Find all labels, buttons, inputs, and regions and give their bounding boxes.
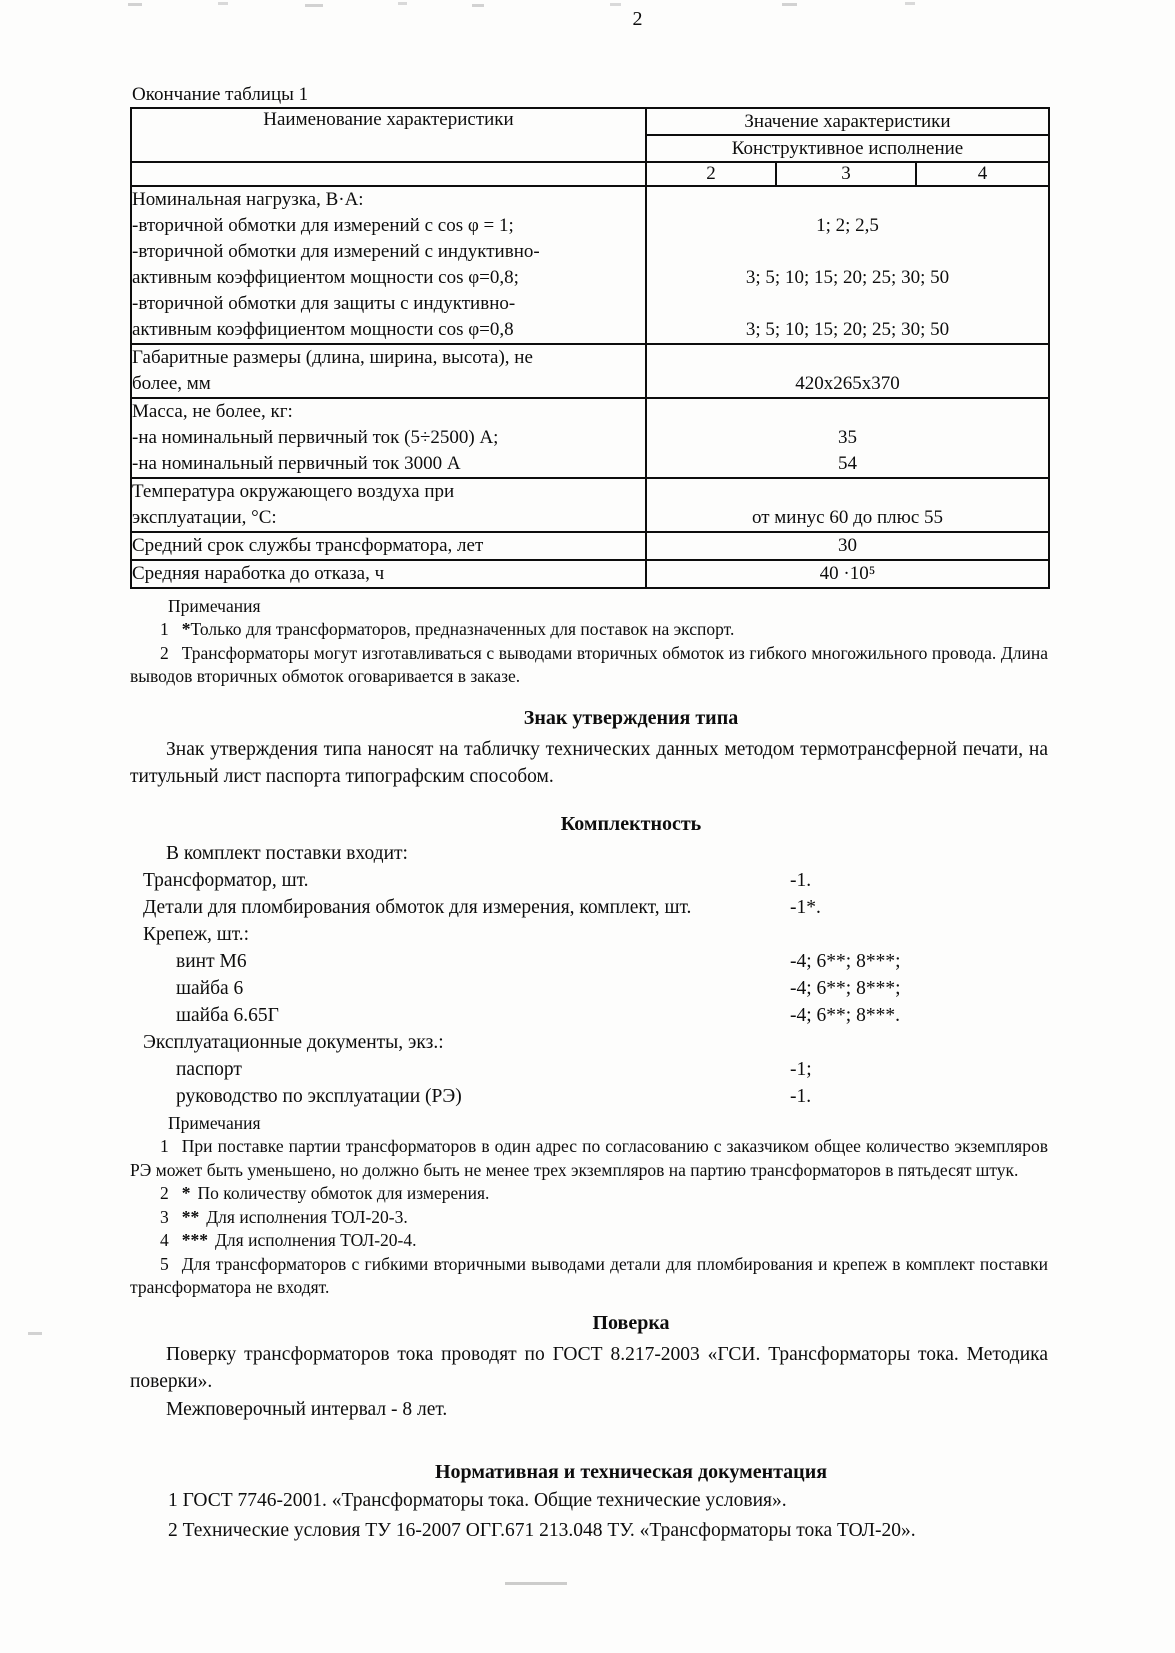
note-text: Для трансформаторов с гибкими вторичными выводами детали для пломбирования и крепеж в комплект поставки трансформатора не входят. xyxy=(130,1253,1048,1297)
completeness-notes-title: Примечания xyxy=(168,1113,261,1133)
note-text: При поставке партии трансформаторов в один адрес по согласованию с заказчиком общее количество экземпляров РЭ может быть уменьшено, но должно быть не менее трех экземпляров на партию трансформаторов в пятьдесят штук. xyxy=(130,1136,1048,1180)
table-cell-value xyxy=(646,398,1049,478)
table-cell-line xyxy=(647,399,1048,425)
table-cell-value xyxy=(646,560,1049,588)
header-col-3: 3 xyxy=(776,162,916,186)
table-cell-line: -на номинальный первичный ток (5÷2500) А; xyxy=(132,427,499,448)
item-label: Крепеж, шт.: xyxy=(143,924,250,945)
note-number: 5 xyxy=(160,1253,169,1274)
table-notes-title: Примечания xyxy=(168,596,261,616)
note-number: 1 xyxy=(160,619,169,639)
table-cell-line: -на номинальный первичный ток 3000 А xyxy=(132,453,461,474)
table-row xyxy=(131,532,1049,560)
characteristics-table xyxy=(130,107,1050,589)
table-cell-line: 35 xyxy=(838,427,857,448)
verification-paragraph: Поверку трансформаторов тока проводят по ГОСТ 8.217-2003 «ГСИ. Трансформаторы тока. Методика поверки». xyxy=(130,1343,1048,1392)
table-cell-line: 3; 5; 10; 15; 20; 25; 30; 50 xyxy=(745,267,950,288)
note-text: Для исполнения ТОЛ-20-4. xyxy=(215,1230,417,1250)
table-cell-line: от минус 60 до плюс 55 xyxy=(751,507,944,528)
table-cell-name xyxy=(131,560,646,588)
table-row xyxy=(131,344,1049,398)
table-cell-line: Масса, не более, кг: xyxy=(132,401,293,422)
completeness-item xyxy=(130,1002,1048,1029)
item-value: -4; 6**; 8***; xyxy=(790,978,901,999)
note-number: 2 xyxy=(160,642,169,663)
item-value: -4; 6**; 8***. xyxy=(790,1005,900,1026)
table-cell-line xyxy=(647,345,1048,371)
header-value-cell: Значение характеристики xyxy=(646,108,1049,135)
header-empty-cell xyxy=(131,162,646,186)
table-cell-line xyxy=(647,291,1048,317)
item-value: -1. xyxy=(790,870,812,891)
note-number: 3 xyxy=(160,1206,169,1227)
table-cell-line: Средняя наработка до отказа, ч xyxy=(132,563,385,584)
page-number: 2 xyxy=(632,8,643,30)
table-cell-line xyxy=(647,239,1048,265)
table-note xyxy=(130,642,1048,689)
note-text: Трансформаторы могут изготавливаться с выводами вторичных обмоток из гибкого многожильного провода. Длина выводов вторичных обмоток оговаривается в заказе. xyxy=(130,642,1048,686)
note-number: 4 xyxy=(160,1230,169,1250)
note-text: Для исполнения ТОЛ-20-3. xyxy=(206,1206,408,1227)
documentation-item: 1 ГОСТ 7746-2001. «Трансформаторы тока. Общие технические условия». xyxy=(168,1490,787,1511)
table-cell-line: более, мм xyxy=(132,373,211,394)
table-cell-value xyxy=(646,186,1049,344)
completeness-note xyxy=(130,1253,1048,1300)
table-row xyxy=(131,560,1049,588)
item-value: -1*. xyxy=(790,897,821,918)
item-value: -4; 6**; 8***; xyxy=(790,951,901,972)
table-cell-line: 30 xyxy=(838,535,857,556)
completeness-item xyxy=(130,1056,1048,1083)
item-label: Эксплуатационные документы, экз.: xyxy=(143,1032,444,1053)
table-cell-line: -вторичной обмотки для измерений с индуктивно- xyxy=(132,241,540,262)
type-approval-paragraph: Знак утверждения типа наносят на табличку технических данных методом термотрансферной печати, на титульный лист паспорта типографским способом. xyxy=(130,738,1048,787)
completeness-item xyxy=(130,867,1048,894)
note-marker: * xyxy=(181,1183,191,1203)
item-value: -1. xyxy=(790,1086,812,1107)
completeness-item xyxy=(130,975,1048,1002)
completeness-item xyxy=(130,1083,1048,1110)
table-cell-line: Средний срок службы трансформатора, лет xyxy=(132,535,484,556)
page-content xyxy=(130,0,1048,1545)
item-label: паспорт xyxy=(176,1059,242,1080)
item-label: винт М6 xyxy=(176,951,247,972)
completeness-note xyxy=(130,1206,1048,1230)
table-cell-name xyxy=(131,344,646,398)
table-cell-value xyxy=(646,532,1049,560)
header-design-cell: Конструктивное исполнение xyxy=(646,135,1049,162)
table-cell-line: -вторичной обмотки для измерений с cos φ = 1; xyxy=(132,215,514,236)
table-cell-line xyxy=(647,479,1048,505)
completeness-note xyxy=(130,1229,1048,1253)
table-header-row xyxy=(131,162,1049,186)
table-cell-value xyxy=(646,478,1049,532)
item-label: шайба 6 xyxy=(176,978,244,999)
table-cell-line: активным коэффициентом мощности cos φ=0,8 xyxy=(132,319,514,340)
note-marker: ** xyxy=(181,1206,200,1227)
completeness-item xyxy=(130,921,1048,948)
table-cell-line: активным коэффициентом мощности cos φ=0,8; xyxy=(132,267,519,288)
note-text: По количеству обмоток для измерения. xyxy=(197,1183,490,1203)
header-col-4: 4 xyxy=(916,162,1049,186)
item-label: шайба 6.65Г xyxy=(176,1005,279,1026)
table-cell-line: Температура окружающего воздуха при xyxy=(132,481,455,502)
table-cell-name xyxy=(131,478,646,532)
table-cell-line xyxy=(647,187,1048,213)
note-number: 2 xyxy=(160,1183,169,1203)
completeness-item xyxy=(130,948,1048,975)
table-cell-line: Номинальная нагрузка, В·А: xyxy=(132,189,364,210)
section-title-verification: Поверка xyxy=(592,1311,670,1334)
note-text: Только для трансформаторов, предназначенных для поставок на экспорт. xyxy=(190,619,735,639)
note-marker: * xyxy=(181,619,191,639)
scan-artifact xyxy=(28,1332,42,1335)
scan-artifact xyxy=(505,1582,567,1585)
table-cell-line: 1; 2; 2,5 xyxy=(816,215,879,236)
table-cell-line: 54 xyxy=(838,453,857,474)
completeness-intro: В комплект поставки входит: xyxy=(166,842,408,864)
table-cell-line: 420х265х370 xyxy=(795,373,900,394)
table-cell-name xyxy=(131,532,646,560)
table-row xyxy=(131,186,1049,344)
table-cell-line: 3; 5; 10; 15; 20; 25; 30; 50 xyxy=(745,319,950,340)
completeness-item xyxy=(130,1029,1048,1056)
section-title-documentation: Нормативная и техническая документация xyxy=(434,1461,828,1483)
table-cell-name xyxy=(131,398,646,478)
completeness-note xyxy=(130,1135,1048,1182)
table-row xyxy=(131,478,1049,532)
item-label: Детали для пломбирования обмоток для измерения, комплект, шт. xyxy=(143,897,692,918)
note-marker: *** xyxy=(181,1230,208,1250)
table-cell-line: Габаритные размеры (длина, ширина, высота), не xyxy=(132,347,533,368)
completeness-note xyxy=(130,1182,1048,1206)
table-cell-line: 40 ·10⁵ xyxy=(819,563,876,584)
item-label: руководство по эксплуатации (РЭ) xyxy=(176,1086,462,1107)
section-title-completeness: Комплектность xyxy=(560,812,702,835)
header-name-cell: Наименование характеристики xyxy=(131,108,646,162)
table-note xyxy=(130,618,1048,642)
verification-interval: Межповерочный интервал - 8 лет. xyxy=(166,1398,448,1420)
documentation-item: 2 Технические условия ТУ 16-2007 ОГГ.671 213.048 ТУ. «Трансформаторы тока ТОЛ-20». xyxy=(168,1519,916,1541)
table-row xyxy=(131,398,1049,478)
header-col-2: 2 xyxy=(646,162,776,186)
table-header-row xyxy=(131,108,1049,135)
table-cell-name xyxy=(131,186,646,344)
note-number: 1 xyxy=(160,1136,169,1156)
table-caption: Окончание таблицы 1 xyxy=(132,84,309,105)
item-label: Трансформатор, шт. xyxy=(143,870,309,891)
completeness-item xyxy=(130,894,1048,921)
section-title-type-approval: Знак утверждения типа xyxy=(523,706,739,729)
table-cell-line: эксплуатации, °С: xyxy=(132,507,277,528)
table-cell-value xyxy=(646,344,1049,398)
table-cell-line: -вторичной обмотки для защиты с индуктивно- xyxy=(132,293,516,314)
item-value: -1; xyxy=(790,1059,812,1080)
